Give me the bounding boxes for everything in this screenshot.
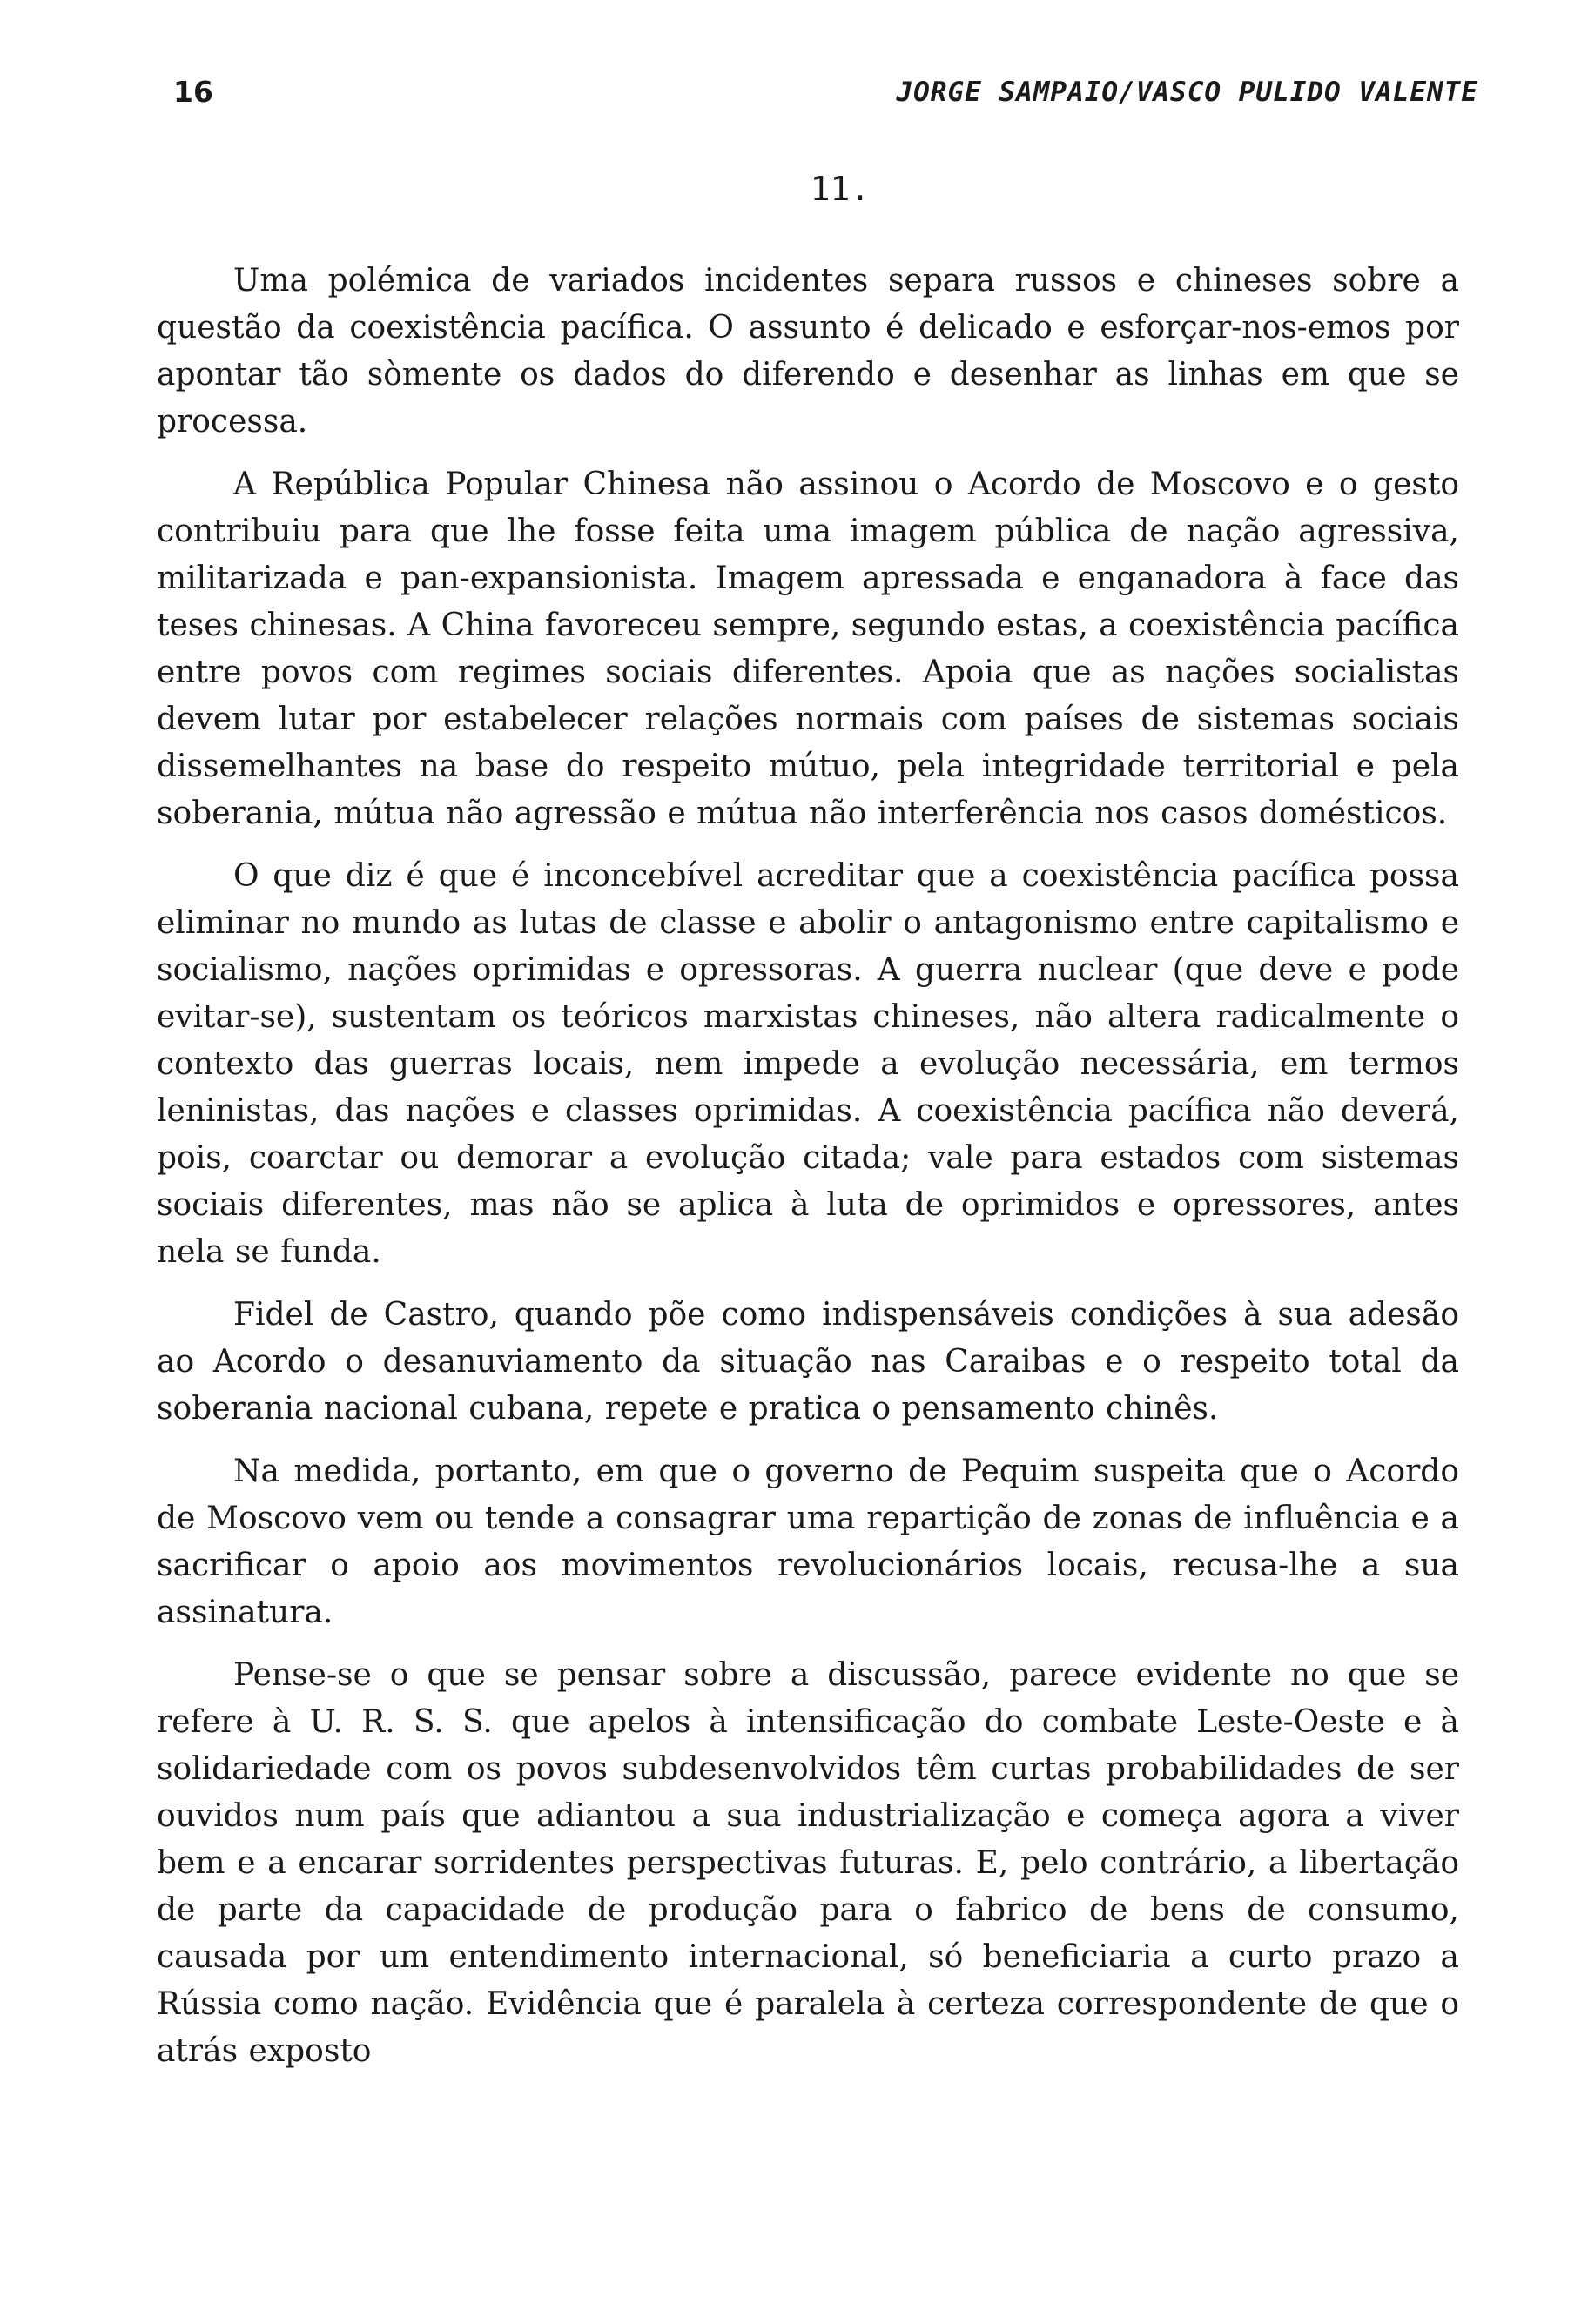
page-number: 16 — [173, 75, 213, 109]
body-text — [157, 258, 1459, 2091]
running-head: JORGE SAMPAIO/VASCO PULIDO VALENTE — [896, 77, 1478, 108]
paragraph: A República Popular Chinesa não assinou o Acordo de Moscovo e o gesto contribuiu para que lhe fosse feita uma imagem pública de nação agressiva, militarizada e pan-expansionista. Imagem apressada e enganadora à face das teses chinesas. A China favoreceu sempre, segundo estas, a coexistência pacífica entre povos com regimes sociais diferentes. Apoia que as nações socialistas devem lutar por estabelecer relações normais com países de sistemas sociais dissemelhantes na base do respeito mútuo, pela integridade territorial e pela soberania, mútua não agressão e mútua não interferência nos casos domésticos. — [157, 467, 1459, 831]
paragraph: Fidel de Castro, quando põe como indispensáveis condições à sua adesão ao Acordo o desanuviamento da situação nas Caraibas e o respeito total da soberania nacional cubana, repete e pratica o pensamento chinês. — [157, 1297, 1459, 1427]
paragraph: Na medida, portanto, em que o governo de Pequim suspeita que o Acordo de Moscovo vem ou tende a consagrar uma repartição de zonas de influência e a sacrificar o apoio aos movimentos revolucionários locais, recusa-lhe a sua assinatura. — [157, 1454, 1459, 1630]
paragraph: Pense-se o que se pensar sobre a discussão, parece evidente no que se refere à U. R. S. S. que apelos à intensificação do combate Leste-Oeste e à solidariedade com os povos subdesenvolvidos têm curtas probabilidades de ser ouvidos num país que adiantou a sua industrialização e começa agora a viver bem e a encarar sorridentes perspectivas futuras. E, pelo contrário, a libertação de parte da capacidade de produção para o fabrico de bens de consumo, causada por um entendimento internacional, só beneficiaria a curto prazo a Rússia como nação. Evidência que é paralela à certeza correspondente de que o atrás exposto — [157, 1657, 1459, 2069]
section-number: 11. — [810, 170, 871, 208]
paragraph: O que diz é que é inconcebível acreditar que a coexistência pacífica possa eliminar no mundo as lutas de classe e abolir o antagonismo entre capitalismo e socialismo, nações oprimidas e opressoras. A guerra nuclear (que deve e pode evitar-se), sustentam os teóricos marxistas chineses, não altera radicalmente o contexto das guerras locais, nem impede a evolução necessária, em termos leninistas, das nações e classes oprimidas. A coexistência pacífica não deverá, pois, coarctar ou demorar a evolução citada; vale para estados com sistemas sociais diferentes, mas não se aplica à luta de oprimidos e opressores, antes nela se funda. — [157, 858, 1459, 1270]
paragraph: Uma polémica de variados incidentes separa russos e chineses sobre a questão da coexistência pacífica. O assunto é delicado e esforçar-nos-emos por apontar tão sòmente os dados do diferendo e desenhar as linhas em que se processa. — [157, 263, 1459, 440]
